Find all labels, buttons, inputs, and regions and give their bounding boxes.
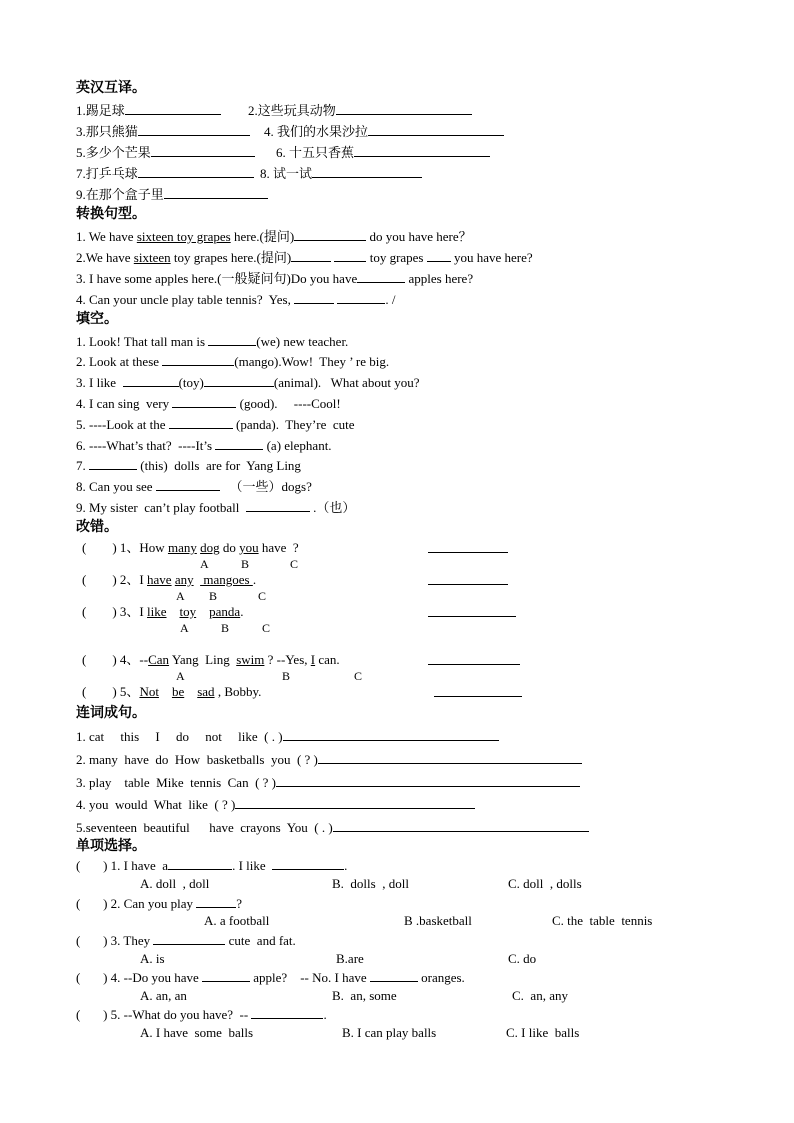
- answer-blank[interactable]: [336, 102, 472, 115]
- answer-blank[interactable]: [156, 478, 220, 491]
- fill-q8: 8. Can you see （一些）dogs?: [76, 479, 312, 494]
- arrange-q5: 5.seventeen beautiful have crayons You ( . ): [76, 819, 589, 836]
- answer-paren[interactable]: ( ): [76, 970, 108, 985]
- answer-paren[interactable]: ( ): [76, 933, 108, 948]
- answer-blank[interactable]: [196, 895, 236, 908]
- answer-blank[interactable]: [294, 228, 366, 241]
- option-b[interactable]: B. I can play balls: [342, 1025, 437, 1040]
- choice-q4: ( ) 4. --Do you have apple? -- No. I have oranges.: [76, 970, 465, 985]
- worksheet-page: 英汉互译。 1.踢足球 2.这些玩具动物 3.那只熊猫 4. 我们的水果沙拉 5.多少个芒果 6. 十五只香蕉 7.打乒乓球 8. 试一试 9.在那个盒子里 转换句型。 1. We have sixteen toy grapes here.(提问) do you have here？ 2.We have sixteen toy grapes here.(提问) toy grapes you have here? 3. I have some apples here.(一般疑问句)Do you have apples here? 4. Can your uncle play table tennis? Yes, . / 填空。 1. Look! That tall man is (we) new teacher. 2. Look at these (mango).Wow! They ’ re big. 3. I like (toy) (animal). What about you? 4. I can sing very (good). ----Cool! 5. ----Look at the (panda). They’re cute 6. ----What’s that? ----It’s (a) elephant. 7. (this) dolls are for Yang Ling 8. Can you see （一些）dogs? 9. My sister can’t play football .（也） 改错。 ( ) 1、How many dog do you have ? A B C ( ) 2、I have any mangoes . A B C ( ) 3、I like toy panda. A B C ( ) 4、--Can Yang Ling swim ? --Yes, I can. A B C ( ) 5、Not be sad , Bobby. 连词成句。 1. cat this I do not like ( . ) 2. many have do How basketballs you ( ? ) 3. play table Mike tennis Can ( ? ) 4. you would What like ( ? ) 5.seventeen beautiful have crayons You ( . ) 单项选择。 ( ) 1. I have a . I like . A. doll , doll B. dolls , doll C. doll , dolls ( ) 2. Can you play ? A. a football B .basketball C. the table tennis ( ) 3. They cute and fat. A. is B.are C. do ( ) 4. --Do you have apple? -- No. I have oranges. A. an, an B. an, some C. an, any ( ) 5. --What do you have? -- . A. I have some balls B. I can play balls C. I like balls: [76, 80, 653, 1040]
- answer-blank[interactable]: [162, 353, 234, 366]
- answer-blank[interactable]: [153, 932, 225, 945]
- answer-paren[interactable]: ( ): [76, 858, 108, 873]
- option-c[interactable]: C. do: [508, 951, 537, 966]
- answer-paren[interactable]: ( ): [82, 604, 117, 619]
- translate-item-1: 1.踢足球: [76, 102, 221, 119]
- option-c[interactable]: C. an, any: [512, 988, 568, 1003]
- answer-blank[interactable]: [428, 604, 516, 617]
- option-b[interactable]: B .basketball: [404, 913, 472, 928]
- answer-blank[interactable]: [333, 819, 589, 832]
- arrange-q2: 2. many have do How basketballs you ( ? ): [76, 751, 582, 768]
- answer-blank[interactable]: [334, 249, 366, 262]
- transform-q3: 3. I have some apples here.(一般疑问句)Do you have apples here?: [76, 271, 474, 286]
- section-title-fill: 填空。: [76, 311, 118, 327]
- answer-blank[interactable]: [202, 969, 250, 982]
- answer-paren[interactable]: ( ): [82, 684, 117, 699]
- fill-q6: 6. ----What’s that? ----It’s (a) elephant.: [76, 438, 332, 453]
- answer-blank[interactable]: [427, 249, 451, 262]
- answer-blank[interactable]: [272, 857, 344, 870]
- answer-blank[interactable]: [169, 416, 233, 429]
- answer-blank[interactable]: [138, 123, 250, 136]
- answer-paren[interactable]: ( ): [82, 540, 117, 555]
- transform-q1: 1. We have sixteen toy grapes here.(提问) do you have here？: [76, 229, 472, 244]
- answer-paren[interactable]: ( ): [76, 1007, 108, 1022]
- option-c[interactable]: C. doll , dolls: [508, 876, 582, 891]
- answer-blank[interactable]: [434, 684, 522, 697]
- correct-q1: ( ) 1、How many dog do you have ?: [82, 540, 299, 555]
- answer-blank[interactable]: [138, 165, 254, 178]
- fill-q3: 3. I like (toy) (animal). What about you?: [76, 375, 420, 390]
- translate-item-4: 4. 我们的水果沙拉: [264, 123, 504, 140]
- translate-item-2: 2.这些玩具动物: [248, 102, 472, 119]
- answer-blank[interactable]: [251, 1006, 323, 1019]
- fill-q7: 7. (this) dolls are for Yang Ling: [76, 458, 301, 473]
- answer-blank[interactable]: [291, 249, 331, 262]
- translate-item-5: 5.多少个芒果: [76, 144, 255, 161]
- option-c[interactable]: C. I like balls: [506, 1025, 580, 1040]
- option-b[interactable]: B. dolls , doll: [332, 876, 409, 891]
- answer-blank[interactable]: [208, 333, 256, 346]
- fill-q5: 5. ----Look at the (panda). They’re cute: [76, 417, 355, 432]
- choice-q2: ( ) 2. Can you play ?: [76, 896, 243, 911]
- answer-blank[interactable]: [428, 540, 508, 553]
- section-title-arrange: 连词成句。: [76, 705, 146, 721]
- option-a[interactable]: A. a football: [204, 913, 270, 928]
- answer-blank[interactable]: [276, 774, 580, 787]
- answer-blank[interactable]: [354, 144, 490, 157]
- section-title-choice: 单项选择。: [76, 838, 146, 854]
- translate-item-9: 9.在那个盒子里: [76, 186, 268, 203]
- answer-paren[interactable]: ( ): [76, 896, 108, 911]
- answer-blank[interactable]: [337, 291, 385, 304]
- option-b[interactable]: B.are: [336, 951, 364, 966]
- section-title-translate: 英汉互译。: [76, 80, 146, 96]
- transform-q2: 2.We have sixteen toy grapes here.(提问) toy grapes you have here?: [76, 250, 533, 265]
- answer-blank[interactable]: [235, 796, 475, 809]
- answer-blank[interactable]: [428, 652, 520, 665]
- fill-q9: 9. My sister can’t play football .（也）: [76, 500, 356, 515]
- translate-item-8: 8. 试一试: [260, 165, 422, 182]
- answer-blank[interactable]: [151, 144, 255, 157]
- translate-item-6: 6. 十五只香蕉: [276, 144, 490, 161]
- choice-q5: ( ) 5. --What do you have? -- .: [76, 1007, 327, 1022]
- answer-blank[interactable]: [125, 102, 221, 115]
- option-a[interactable]: A. I have some balls: [140, 1025, 254, 1040]
- section-title-transform: 转换句型。: [76, 206, 146, 222]
- answer-paren[interactable]: ( ): [82, 572, 117, 587]
- answer-blank[interactable]: [283, 728, 499, 741]
- correct-q2: ( ) 2、I have any mangoes .: [82, 572, 257, 587]
- answer-blank[interactable]: [168, 857, 232, 870]
- option-b[interactable]: B. an, some: [332, 988, 397, 1003]
- option-a[interactable]: A. an, an: [140, 988, 187, 1003]
- option-a[interactable]: A. is: [140, 951, 165, 966]
- answer-blank[interactable]: [428, 572, 508, 585]
- answer-blank[interactable]: [204, 374, 274, 387]
- correct-q3: ( ) 3、I like toy panda.: [82, 604, 244, 619]
- answer-blank[interactable]: [368, 123, 504, 136]
- section-title-correct: 改错。: [76, 519, 118, 535]
- answer-blank[interactable]: [357, 270, 405, 283]
- answer-blank[interactable]: [215, 437, 263, 450]
- transform-q4: 4. Can your uncle play table tennis? Yes, . /: [76, 292, 396, 307]
- option-c[interactable]: C. the table tennis: [552, 913, 653, 928]
- answer-blank[interactable]: [172, 395, 236, 408]
- answer-blank[interactable]: [123, 374, 179, 387]
- answer-blank[interactable]: [89, 457, 137, 470]
- correct-q5: ( ) 5、Not be sad , Bobby.: [82, 684, 262, 699]
- answer-blank[interactable]: [318, 751, 582, 764]
- translate-item-3: 3.那只熊猫: [76, 123, 250, 140]
- correct-q4: ( ) 4、--Can Yang Ling swim ? --Yes, I can.: [82, 652, 340, 667]
- answer-blank[interactable]: [246, 499, 310, 512]
- arrange-q4: 4. you would What like ( ? ): [76, 796, 475, 813]
- fill-q2: 2. Look at these (mango).Wow! They ’ re big.: [76, 354, 390, 369]
- fill-q4: 4. I can sing very (good). ----Cool!: [76, 396, 341, 411]
- choice-q3: ( ) 3. They cute and fat.: [76, 933, 296, 948]
- option-a[interactable]: A. doll , doll: [140, 876, 210, 891]
- arrange-q3: 3. play table Mike tennis Can ( ? ): [76, 774, 580, 791]
- translate-item-7: 7.打乒乓球: [76, 165, 254, 182]
- answer-blank[interactable]: [370, 969, 418, 982]
- answer-blank[interactable]: [312, 165, 422, 178]
- choice-q1: ( ) 1. I have a . I like .: [76, 858, 348, 873]
- answer-paren[interactable]: ( ): [82, 652, 117, 667]
- arrange-q1: 1. cat this I do not like ( . ): [76, 728, 499, 745]
- fill-q1: 1. Look! That tall man is (we) new teacher.: [76, 334, 349, 349]
- answer-blank[interactable]: [164, 186, 268, 199]
- answer-blank[interactable]: [294, 291, 334, 304]
